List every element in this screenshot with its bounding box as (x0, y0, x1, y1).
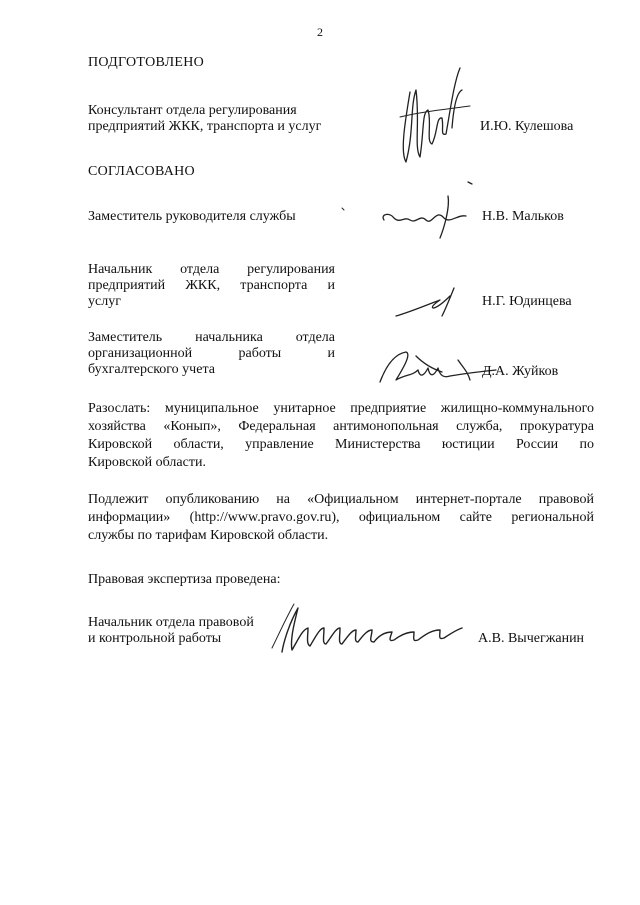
signature-yudintseva (390, 282, 480, 322)
distribution-line: хозяйства «Конып», Федеральная антимонопольная служба, прокуратура (88, 419, 594, 434)
distribution-line: Кировской области. (88, 455, 206, 470)
agreed-title-line: предприятий ЖКК, транспорта и (88, 278, 335, 293)
agreed-title-line: бухгалтерского учета (88, 362, 215, 377)
prepared-title-line: Консультант отдела регулирования (88, 103, 297, 118)
agreed-title-line: Заместитель руководителя службы (88, 209, 296, 224)
distribution-line: Разослать: муниципальное унитарное предприятие жилищно-коммунального (88, 401, 594, 416)
agreed-heading: СОГЛАСОВАНО (88, 164, 195, 179)
legal-review-name: А.В. Вычегжанин (478, 631, 585, 646)
distribution-line: Кировской области, управление Министерства юстиции России по (88, 437, 594, 452)
prepared-title (88, 103, 338, 135)
agreed-title-line: Заместитель начальника отдела (88, 330, 335, 345)
signature-vychegzhanin (268, 600, 468, 660)
agreed-name-zhuykov: Д.А. Жуйков (482, 364, 559, 379)
agreed-title-line: Начальник отдела регулирования (88, 262, 335, 277)
distribution-paragraph (88, 400, 594, 472)
publication-line: Подлежит опубликованию на «Официальном интернет-портале правовой (88, 492, 594, 507)
agreed-name-yudintseva: Н.Г. Юдинцева (482, 294, 572, 309)
publication-paragraph (88, 491, 594, 545)
agreed-title-line: услуг (88, 294, 121, 309)
signature-kuleshova (380, 62, 480, 172)
legal-review-title-line: и контрольной работы (88, 631, 222, 646)
legal-review-title-line: Начальник отдела правовой (88, 615, 254, 630)
prepared-name: И.Ю. Кулешова (480, 119, 574, 134)
publication-line: службы по тарифам Кировской области. (88, 528, 329, 543)
agreed-title-deputy-org (88, 330, 335, 378)
agreed-title-head-zhkk (88, 262, 335, 310)
legal-review-statement: Правовая экспертиза проведена: (88, 572, 281, 587)
prepared-title-line: предприятий ЖКК, транспорта и услуг (88, 119, 322, 134)
publication-line: информации» (http://www.pravo.gov.ru), официальном сайте региональной (88, 510, 594, 525)
signature-malkov (340, 178, 480, 240)
prepared-heading: ПОДГОТОВЛЕНО (88, 55, 205, 70)
page-number: 2 (317, 25, 323, 39)
agreed-title-line: организационной работы и (88, 346, 335, 361)
agreed-title-deputy-head (88, 209, 338, 225)
agreed-name-malkov: Н.В. Мальков (482, 209, 564, 224)
